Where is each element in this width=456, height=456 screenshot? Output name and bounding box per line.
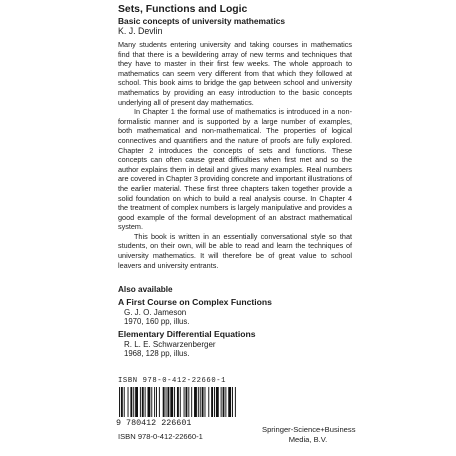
also-available-heading: Also available [118, 285, 173, 294]
barcode-bar [211, 387, 213, 417]
barcode-bar [119, 387, 120, 417]
barcode-bar [140, 387, 141, 417]
barcode-bar [200, 387, 201, 417]
barcode-bar [186, 387, 188, 417]
isbn-bottom: ISBN 978-0-412-22660-1 [118, 432, 203, 441]
related-book-2 [118, 329, 256, 358]
barcode-bar [198, 387, 199, 417]
related-book-author: R. L. E. Schwarzenberger [124, 339, 216, 349]
barcode-bar [130, 387, 132, 417]
barcode-bar [174, 387, 175, 417]
barcode-bar [191, 387, 192, 417]
book-subtitle: Basic concepts of university mathematics [118, 15, 286, 26]
publisher [262, 425, 354, 444]
barcode-bar [128, 387, 129, 417]
barcode-bar [167, 387, 169, 417]
barcode-bar [180, 387, 181, 417]
barcode-bar [208, 387, 209, 417]
barcode-bar [205, 387, 206, 417]
related-book-author: G. J. O. Jameson [124, 307, 187, 317]
barcode-bar [151, 387, 152, 417]
barcode-bar [177, 387, 179, 417]
barcode-bar [163, 387, 165, 417]
related-book-details: 1970, 160 pp, illus. [124, 316, 190, 326]
barcode [118, 387, 236, 417]
barcode-bar [221, 387, 222, 417]
barcode-bar [225, 387, 226, 417]
related-book-details: 1968, 128 pp, illus. [124, 348, 190, 358]
barcode-bar [156, 387, 157, 417]
blurb-paragraph-1: Many students entering university and taking courses in mathematics find that there is a bewildering array of new terms and techniques that they have to master in their first few weeks. The whole approach to mathematics can seem very different from that which they followed at school. This book aims to bridge the gap between school and university mathematics by providing an easy introduction to the basic concepts underlying all of present day mathematics. [118, 40, 352, 107]
barcode-bar [228, 387, 231, 417]
blurb [118, 40, 352, 270]
barcode-bar [148, 387, 151, 417]
barcode-bar [121, 387, 123, 417]
barcode-bar [223, 387, 225, 417]
barcode-bar [202, 387, 204, 417]
barcode-bar [124, 387, 125, 417]
barcode-bar [166, 387, 167, 417]
barcode-bar [133, 387, 134, 417]
isbn-above-barcode: ISBN 978-0-412-22660-1 [118, 377, 227, 385]
publisher-line-1: Springer-Science+Business [262, 425, 356, 434]
barcode-bar [154, 387, 155, 417]
blurb-paragraph-2: In Chapter 1 the formal use of mathematics is introduced in a non-formalistic manner and is supported by a large number of examples, both mathematical and non-mathematical. The properties of logical connectives and quantifiers and the nature of proofs are fully explored. Chapter 2 introduces the concepts of sets and functions. These concepts can often cause great difficulties when first met and so the author explains them in detail and gives many examples. Real numbers are covered in Chapter 3 providing concrete and important illustrations of the earlier material. These first three chapters taken together provide a solid foundation on which to build a real analysis course. In Chapter 4 the treatment of complex numbers is largely manipulative and provides a good example of the formal development of an abstract mathematical system. [118, 107, 352, 232]
barcode-bar [194, 387, 197, 417]
book-title: Sets, Functions and Logic [118, 4, 248, 15]
barcode-bar [214, 387, 215, 417]
barcode-bar [235, 387, 236, 417]
barcode-bar [188, 387, 189, 417]
related-book-1 [118, 297, 272, 326]
barcode-bar [184, 387, 185, 417]
barcode-bar [135, 387, 138, 417]
barcode-bar [142, 387, 144, 417]
barcode-bar [145, 387, 146, 417]
publisher-line-2: Media, B.V. [288, 434, 328, 444]
barcode-digits: 9 780412 226601 [116, 418, 192, 428]
barcode-bar [159, 387, 160, 417]
barcode-bar [170, 387, 173, 417]
barcode-bar [232, 387, 233, 417]
related-book-title: Elementary Differential Equations [118, 329, 256, 339]
book-author: K. J. Devlin [118, 26, 163, 36]
blurb-paragraph-3: This book is written in an essentially conversational style so that students, on their own, will be able to read and learn the techniques of university mathematics. It will therefore be of great value to school leavers and university entrants. [118, 231, 352, 270]
related-book-title: A First Course on Complex Functions [118, 297, 272, 307]
barcode-bar [216, 387, 219, 417]
